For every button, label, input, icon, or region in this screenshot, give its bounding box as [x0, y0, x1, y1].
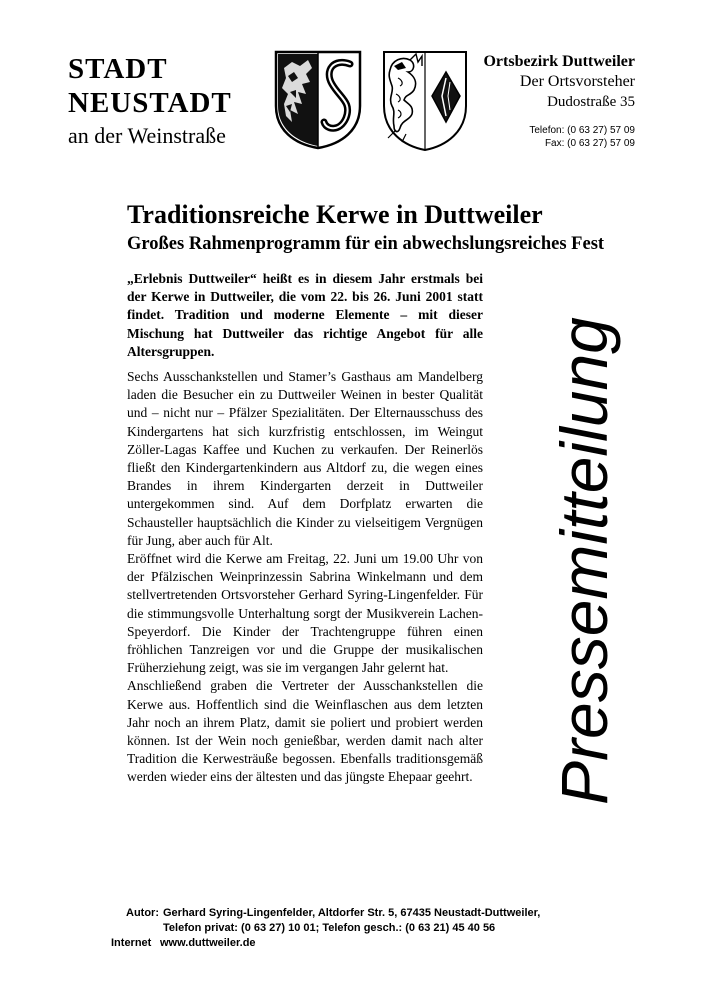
press-release-vertical-label — [548, 265, 620, 805]
district-title: Ortsbezirk Duttweiler — [483, 53, 635, 70]
article-lead: „Erlebnis Duttweiler“ heißt es in diesem Jahr erstmals bei der Kerwe in Duttweiler, die vom 22. bis 26. Juni 2001 statt findet. Tradition und moderne Elemente – mit dieser Mischung hat Duttweiler das richtige Angebot für alle Altersgruppen. — [127, 271, 483, 359]
district-fax: Fax: (0 63 27) 57 09 — [544, 138, 635, 149]
author-label: Autor: — [126, 907, 159, 919]
district-phone: Telefon: (0 63 27) 57 09 — [529, 125, 635, 136]
city-name-line-3: an der Weinstraße — [68, 123, 226, 148]
article-paragraph: Eröffnet wird die Kerwe am Freitag, 22. Juni um 19.00 Uhr von der Pfälzischen Weinprinzessin Sabrina Winkelmann und dem stellvertretenden Ortsvorsteher Gerhard Syring-Lingenfelder. Für die stimmungsvolle Unterhaltung sorgt der Musikverein Lachen-Speyerdorf. Die Kinder der Trachtengruppe führen einen fröhlichen Tanzreigen vor und die Gruppe der musikalischen Früherziehung zeigt, was sie im vergangen Jahr gelernt hat. — [127, 551, 483, 676]
footer — [111, 906, 541, 951]
article-subheadline: Großes Rahmenprogramm für ein abwechslungsreiches Fest — [127, 234, 605, 254]
article-body — [127, 368, 483, 787]
district-role: Der Ortsvorsteher — [519, 73, 635, 90]
footer-author-row — [114, 906, 540, 921]
footer-internet-row — [111, 936, 540, 951]
article-paragraph: Anschließend graben die Vertreter der Ausschankstellen die Kerwe aus. Hoffentlich sind die Weinflaschen aus dem letzten Jahr noch an ihrem Platz, damit sie poliert und probiert werden können. Ist der Wein noch genießbar, werden damit nach alter Tradition die Kerwesträuße begossen. Ebenfalls traditionsgemäß werden wieder eins der ältesten und das jüngste Ehepaar geehrt. — [127, 678, 483, 785]
footer-phone-row — [114, 921, 540, 936]
article-headline: Traditionsreiche Kerwe in Duttweiler — [127, 200, 543, 229]
city-name-line-2: NEUSTADT — [68, 87, 232, 119]
district-address-block — [483, 52, 635, 150]
internet-label: Internet — [111, 937, 152, 949]
article-paragraph: Sechs Ausschankstellen und Stamer’s Gasthaus am Mandelberg laden die Besucher ein zu Duttweiler Weinen in bester Qualität und – nicht nur – Pfälzer Spezialitäten. Der Elternausschuss des Kindergartens hat sich kurzfristig entschlossen, im Weingut Zöller-Lagas Kaffee und Kuchen zu verkaufen. Der Reinerlös fließt den Kindergartenkindern aus Altdorf zu, die wegen eines Brandes in ihrem Kindergarten derzeit in Duttweiler untergekommen sind. Auf dem Dorfplatz erwarten die Schausteller hauptsächlich die Kinder zu vielseitigem Vergnügen für Jung, aber auch für Alt. — [127, 369, 483, 548]
author-line-1: Gerhard Syring-Lingenfelder, Altdorfer Str. 5, 67435 Neustadt-Duttweiler, — [163, 907, 541, 919]
press-release-text: Pressemitteilung — [547, 317, 621, 805]
neustadt-coat-of-arms-icon — [272, 48, 364, 150]
city-name-line-1: STADT — [68, 53, 168, 85]
internet-link[interactable]: www.duttweiler.de — [160, 937, 256, 949]
author-line-2: Telefon privat: (0 63 27) 10 01; Telefon gesch.: (0 63 21) 45 40 56 — [163, 922, 496, 934]
district-street: Dudostraße 35 — [547, 94, 635, 110]
duttweiler-coat-of-arms-icon — [380, 48, 470, 152]
city-name-block — [68, 52, 232, 150]
